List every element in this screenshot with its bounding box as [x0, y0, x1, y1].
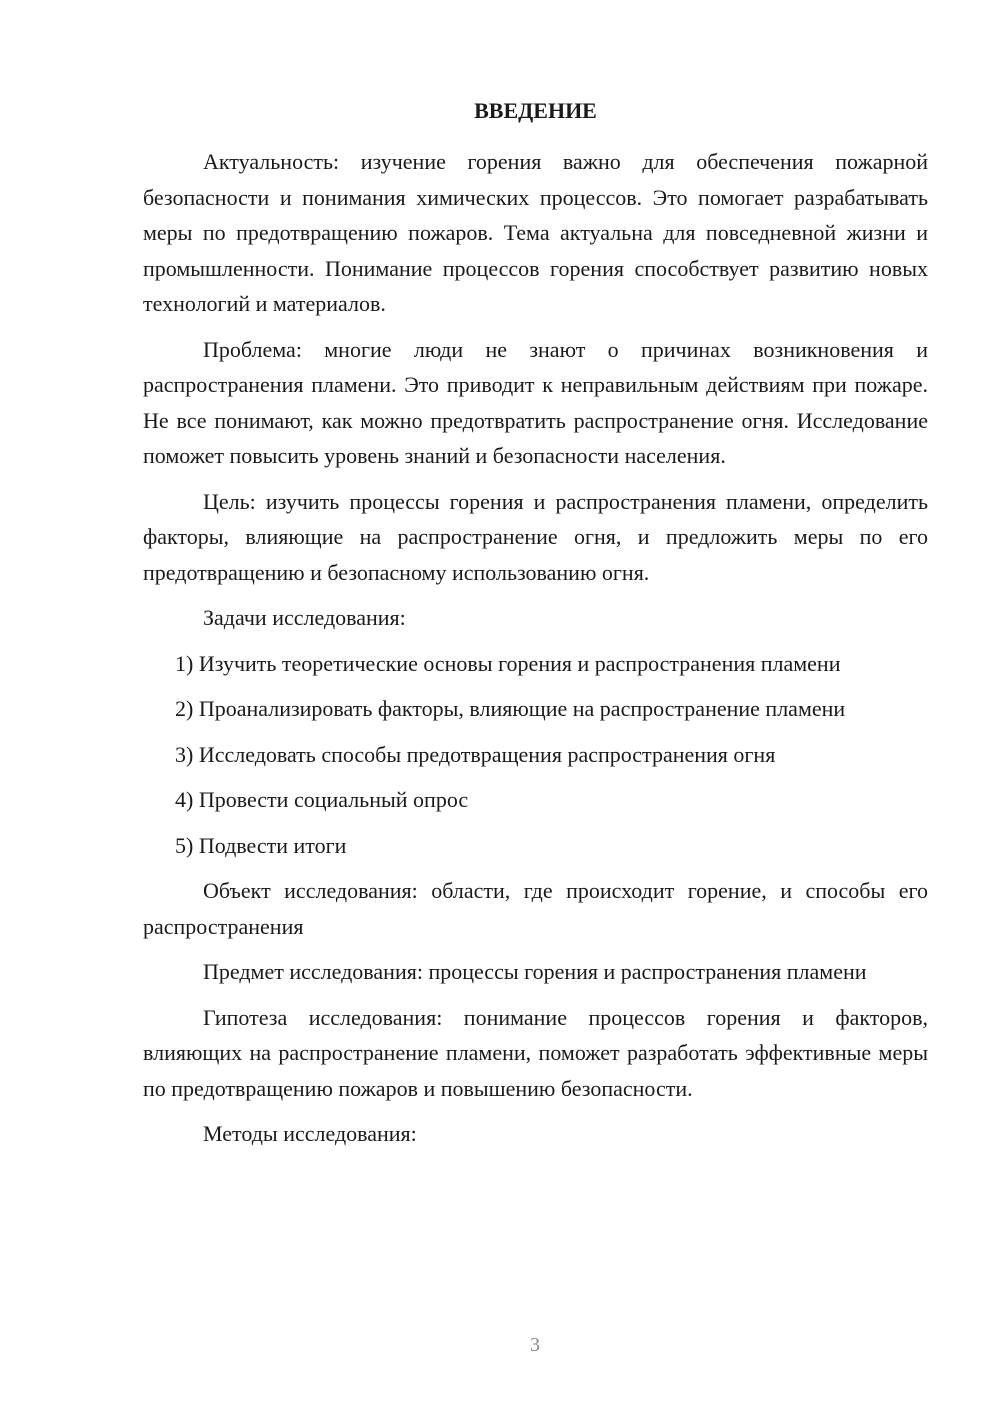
methods-label: Методы исследования:	[203, 1121, 417, 1146]
task-item-3: 3) Исследовать способы предотвращения распространения огня	[175, 741, 776, 767]
task-item-5: 5) Подвести итоги	[175, 832, 347, 858]
page-title: ВВЕДЕНИЕ	[474, 98, 597, 123]
goal-paragraph: Цель: изучить процессы горения и распространения пламени, определить факторы, влияющие на распространение огня, и предложить меры по его предотвращению и безопасному использованию огня.	[143, 488, 928, 585]
hypothesis-paragraph: Гипотеза исследования: понимание процессов горения и факторов, влияющих на распространение пламени, поможет разработать эффективные меры по предотвращению пожаров и повышению безопасности.	[143, 1004, 928, 1101]
relevance-paragraph: Актуальность: изучение горения важно для обеспечения пожарной безопасности и понимания химических процессов. Это помогает разрабатывать меры по предотвращению пожаров. Тема актуальна для повседневной жизни и промышленности. Понимание процессов горения способствует развитию новых технологий и материалов.	[143, 149, 928, 316]
subject-paragraph: Предмет исследования: процессы горения и распространения пламени	[203, 959, 867, 984]
task-item-2: 2) Проанализировать факторы, влияющие на распространение пламени	[175, 696, 846, 721]
task-item-4: 4) Провести социальный опрос	[175, 787, 469, 812]
task-item-1: 1) Изучить теоретические основы горения и распространения пламени	[175, 650, 841, 676]
object-paragraph: Объект исследования: области, где происходит горение, и способы его распространения	[143, 878, 928, 939]
problem-paragraph: Проблема: многие люди не знают о причинах возникновения и распространения пламени. Это приводит к неправильным действиям при пожаре. Не все понимают, как можно предотвратить распространение огня. Исследование поможет повысить уровень знаний и безопасности населения.	[143, 336, 928, 468]
document-page	[143, 96, 928, 1152]
tasks-label: Задачи исследования:	[203, 605, 406, 630]
page-number: 3	[530, 1334, 540, 1356]
